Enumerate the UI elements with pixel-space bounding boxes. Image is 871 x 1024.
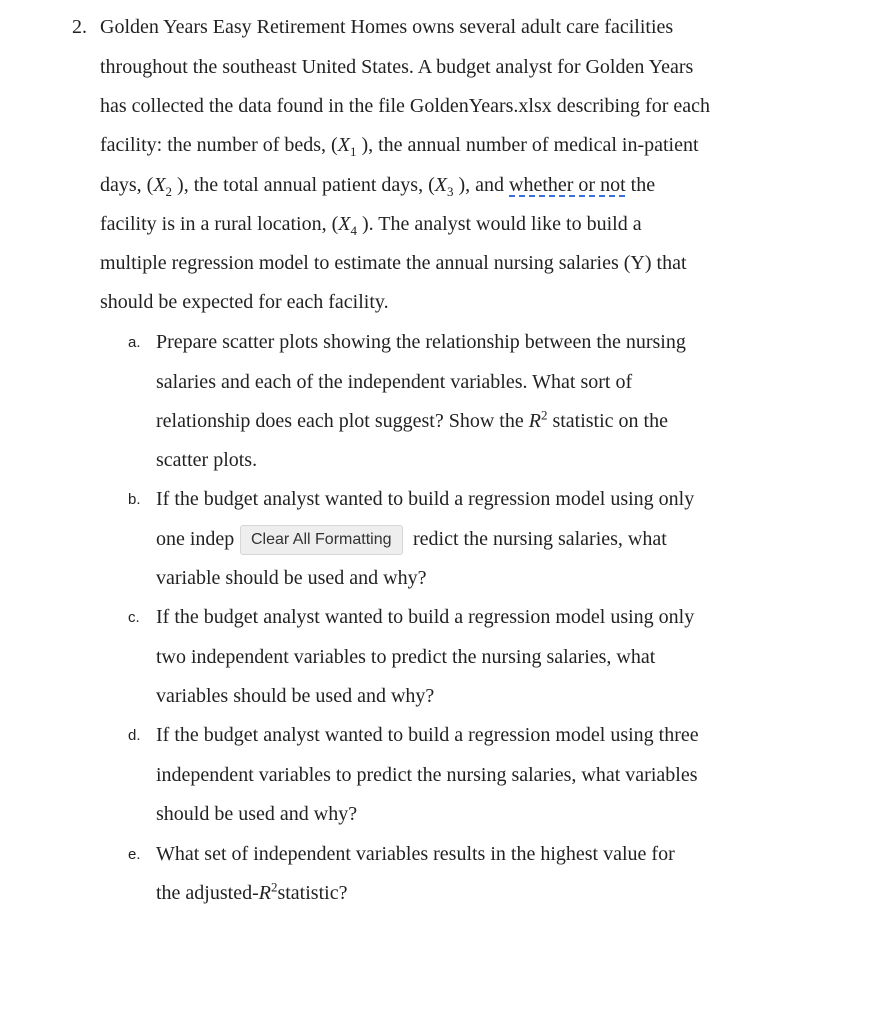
- part-e-marker: e.: [128, 846, 141, 863]
- subscript-2: 2: [165, 184, 173, 199]
- subscript-3: 3: [446, 184, 454, 199]
- intro-line-6: [100, 212, 642, 236]
- clear-all-formatting-tooltip[interactable]: Clear All Formatting: [240, 525, 403, 555]
- intro-line-4: [100, 133, 699, 157]
- part-c-marker: c.: [128, 609, 140, 626]
- intro-line-3: has collected the data found in the file GoldenYears.xlsx describing for each: [100, 95, 710, 117]
- grammar-suggestion-underline[interactable]: whether or not: [509, 174, 626, 196]
- part-b-marker: b.: [128, 491, 141, 508]
- intro-line-4-text-b: ), the annual number of medical in-patient: [356, 134, 699, 156]
- intro-line-5-text-d: the: [625, 174, 656, 196]
- question-number: 2.: [72, 16, 87, 38]
- part-b-line-1: If the budget analyst wanted to build a regression model using only: [156, 488, 695, 510]
- part-c-line-1: If the budget analyst wanted to build a regression model using only: [156, 606, 695, 628]
- variable-x3: X: [434, 174, 447, 196]
- superscript-2: 2: [540, 407, 548, 423]
- intro-line-8: should be expected for each facility.: [100, 291, 389, 313]
- part-a-line-3-text-b: statistic on the: [547, 410, 668, 432]
- part-a-marker: a.: [128, 334, 141, 351]
- intro-line-7: multiple regression model to estimate the annual nursing salaries (Y) that: [100, 252, 687, 274]
- part-b-line-2b: redict the nursing salaries, what: [413, 528, 667, 550]
- subscript-4: 4: [350, 223, 357, 238]
- variable-x4: X: [338, 213, 351, 235]
- variable-x1: X: [337, 134, 350, 156]
- part-a-line-3: [156, 409, 668, 433]
- part-d-line-3: should be used and why?: [156, 803, 358, 825]
- intro-line-6-text-b: ). The analyst would like to build a: [356, 213, 642, 235]
- part-e-line-2-text-a: the adjusted-: [156, 882, 259, 904]
- intro-line-2: throughout the southeast United States. A budget analyst for Golden Years: [100, 56, 694, 78]
- part-a-line-1: Prepare scatter plots showing the relationship between the nursing: [156, 331, 686, 353]
- part-a-line-3-text-a: relationship does each plot suggest? Show the: [156, 410, 529, 432]
- intro-line-5: [100, 173, 655, 197]
- intro-line-5-text-b: ), the total annual patient days, (: [172, 174, 435, 196]
- intro-line-5-text-c: ), and: [453, 174, 510, 196]
- part-d-marker: d.: [128, 727, 141, 744]
- variable-x2: X: [153, 174, 166, 196]
- subscript-1: 1: [349, 144, 357, 159]
- part-b-line-2a: one indep: [156, 528, 235, 550]
- part-e-line-2: [156, 881, 347, 905]
- r-squared-var: R: [528, 410, 541, 432]
- part-a-line-4: scatter plots.: [156, 449, 258, 471]
- adjusted-r-squared-var: R: [258, 882, 271, 904]
- part-e-line-2-text-b: statistic?: [277, 882, 348, 904]
- part-b-line-3: variable should be used and why?: [156, 567, 427, 589]
- intro-line-6-text-a: facility is in a rural location, (: [100, 213, 339, 235]
- part-a-line-2: salaries and each of the independent variables. What sort of: [156, 371, 633, 393]
- part-d-line-1: If the budget analyst wanted to build a regression model using three: [156, 724, 699, 746]
- intro-line-5-text-a: days, (: [100, 174, 154, 196]
- part-d-line-2: independent variables to predict the nursing salaries, what variables: [156, 764, 698, 786]
- superscript-2-e: 2: [270, 879, 278, 895]
- part-c-line-2: two independent variables to predict the nursing salaries, what: [156, 646, 656, 668]
- intro-line-1: Golden Years Easy Retirement Homes owns several adult care facilities: [100, 16, 674, 38]
- part-c-line-3: variables should be used and why?: [156, 685, 435, 707]
- part-e-line-1: What set of independent variables results in the highest value for: [156, 843, 675, 865]
- intro-line-4-text-a: facility: the number of beds, (: [100, 134, 338, 156]
